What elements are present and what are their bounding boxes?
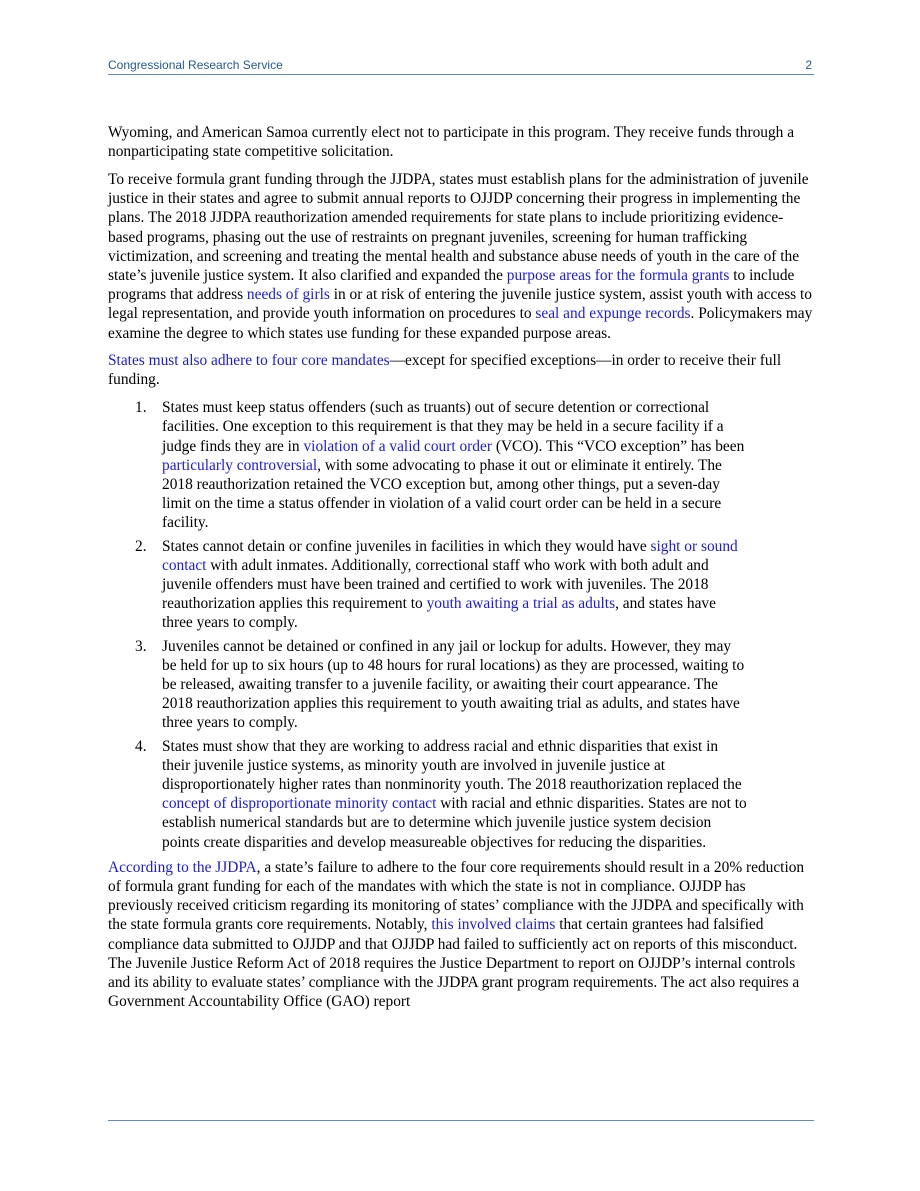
text-run: —except for specified exceptions—in order to receive their full funding. (108, 352, 782, 389)
link-according-to-jjdpa[interactable]: According to the JJDPA (108, 858, 257, 876)
link-youth-awaiting-trial[interactable]: youth awaiting a trial as adults (426, 595, 616, 613)
paragraph-2 (108, 170, 814, 343)
link-disproportionate-minority-contact[interactable]: concept of disproportionate minority contact (162, 795, 437, 813)
footer-rule (108, 1120, 814, 1121)
link-needs-of-girls[interactable]: needs of girls (246, 286, 330, 304)
link-seal-expunge-records[interactable]: seal and expunge records (535, 305, 691, 323)
list-item (108, 398, 814, 532)
link-involved-claims[interactable]: this involved claims (431, 916, 556, 934)
text-run: Juveniles cannot be detained or confined in any jail or lockup for adults. However, they may be held for up to six hours (up to 48 hours for rural locations) as they are processed, waiting to be released, awaiting transfer to a juvenile facility, or awaiting their court appearance. The 2018 reauthorization applies this requirement to youth awaiting trial as adults, and states have three years to comply. (162, 637, 745, 732)
link-core-mandates[interactable]: States must also adhere to four core mandates (108, 352, 390, 370)
text-run: . Policymakers may examine the degree to which states use funding for these expanded purpose areas. (108, 305, 813, 342)
text-run: to include programs that address (108, 266, 795, 304)
header-org-name: Congressional Research Service (108, 58, 283, 72)
text-run: , and states have three years to comply. (162, 595, 716, 632)
text-run: that certain grantees had falsified compliance data submitted to OJJDP and that OJJDP had failed to sufficiently act on reports of this misconduct. The Juvenile Justice Reform Act of 2018 requires the Justice Department to report on OJJDP’s internal controls and its ability to evaluate states’ compliance with the JJDPA grant program requirements. The act also requires a Government Accountability Office (GAO) report (108, 916, 800, 1011)
text-run: with adult inmates. Additionally, correctional staff who work with both adult and juvenile offenders must have been trained and certified to work with juveniles. The 2018 reauthorization applies this requirement to (162, 556, 709, 613)
paragraph-3 (108, 351, 814, 389)
link-valid-court-order[interactable]: violation of a valid court order (303, 437, 492, 455)
text-run: To receive formula grant funding through the JJDPA, states must establish plans for the administration of juvenile justice in their states and agree to submit annual reports to OJJDP concerning their progress in implementing the plans. The 2018 JJDPA reauthorization amended requirements for state plans to include prioritizing evidence-based programs, phasing out the use of restraints on pregnant juveniles, screening for human trafficking victimization, and screening and treating the mental health and substance abuse needs of youth in the care of the state’s juvenile justice system. It also clarified and expanded the (108, 170, 809, 284)
list-item (108, 637, 814, 733)
list-number: 2. (135, 537, 147, 555)
link-sight-sound-contact[interactable]: sight or sound contact (162, 537, 738, 574)
page-number: 2 (805, 58, 812, 72)
text-run: in or at risk of entering the juvenile justice system, assist youth with access to legal representation, and provide youth information on procedures to (108, 286, 812, 323)
link-particularly-controversial[interactable]: particularly controversial (162, 456, 318, 474)
list-number: 4. (135, 737, 147, 755)
header-rule (108, 74, 814, 75)
list-item (108, 737, 814, 852)
text-run: , a state’s failure to adhere to the four core requirements should result in a 20% reduction of formula grant funding for each of the mandates with which the state is not in compliance. OJJDP has previously received criticism regarding its monitoring of states’ compliance with the JJDPA and specifically with the state formula grants core requirements. Notably, (108, 858, 805, 934)
document-body (108, 123, 814, 1020)
list-number: 3. (135, 637, 147, 655)
paragraph-4 (108, 858, 814, 1012)
text-run: States must keep status offenders (such as truants) out of secure detention or correctional facilities. One exception to this requirement is that they may be held in a secure facility if a judge finds they are in (162, 399, 724, 455)
list-item (108, 537, 814, 633)
text-run: (VCO). This “VCO exception” has been (491, 437, 745, 455)
link-purpose-areas[interactable]: purpose areas for the formula grants (506, 266, 730, 284)
paragraph-1: Wyoming, and American Samoa currently elect not to participate in this program. They receive funds through a nonparticipating state competitive solicitation. (108, 124, 795, 161)
text-run: with racial and ethnic disparities. States are not to establish numerical standards but are to determine which juvenile justice system decision points create disparities and develop measureable objectives for reducing the disparities. (162, 795, 747, 851)
page-header (108, 58, 814, 74)
list-number: 1. (135, 399, 147, 417)
text-run: , with some advocating to phase it out or eliminate it entirely. The 2018 reauthorization retained the VCO exception but, among other things, put a seven-day limit on the time a status offender in violation of a valid court order can be held in a secure facility. (162, 456, 722, 532)
text-run: States cannot detain or confine juveniles in facilities in which they would have (162, 537, 651, 555)
text-run: States must show that they are working to address racial and ethnic disparities that exist in their juvenile justice systems, as minority youth are involved in juvenile justice at disproportionately higher rates than nonminority youth. The 2018 reauthorization replaced the (162, 737, 742, 793)
core-mandates-list (108, 398, 814, 852)
